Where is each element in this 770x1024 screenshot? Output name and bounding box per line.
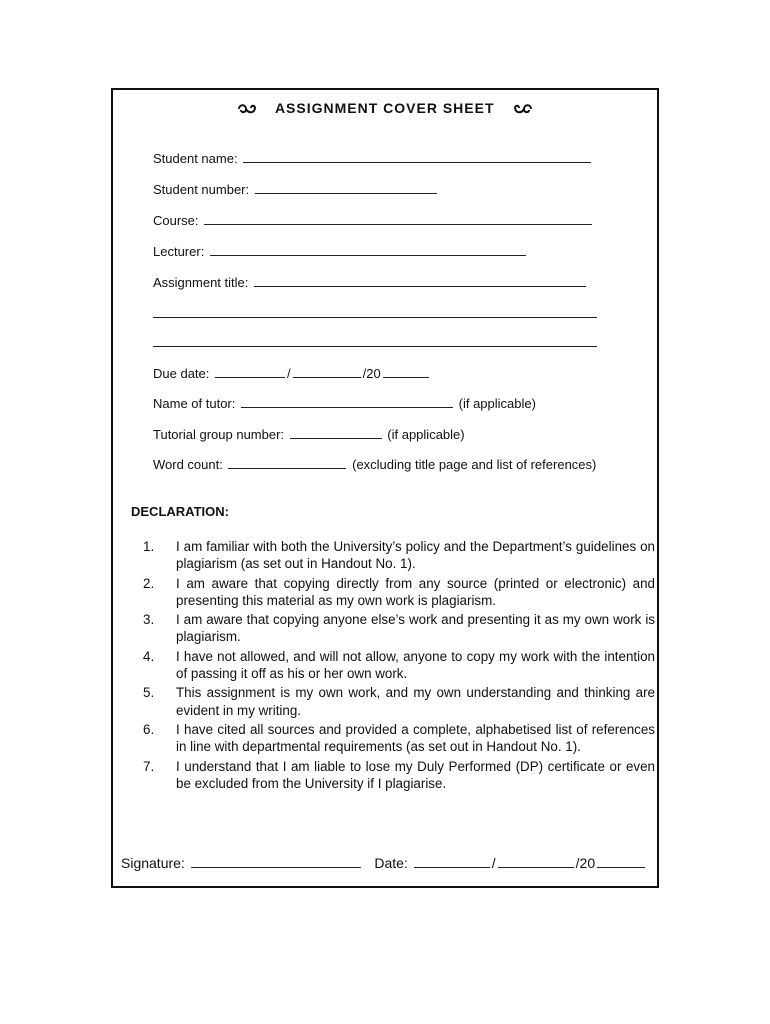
signature-date-year-field[interactable] (597, 855, 645, 868)
page-title: ASSIGNMENT COVER SHEET (274, 100, 495, 116)
declaration-item (143, 684, 655, 719)
assignment-title-field[interactable] (254, 274, 586, 287)
declaration-item (143, 611, 655, 646)
due-date-label: Due date: (153, 366, 210, 381)
tutor-name-field[interactable] (241, 395, 453, 408)
lecturer-field[interactable] (210, 243, 526, 256)
declaration-item-text: This assignment is my own work, and my own understanding and thinking are evident in my writing. (176, 685, 655, 718)
lecturer-label: Lecturer: (153, 244, 205, 259)
declaration-item-text: I have cited all sources and provided a complete, alphabetised list of references in line with departmental requirements (as set out in Handout No. 1). (176, 721, 655, 755)
assignment-title-row (153, 274, 588, 291)
lecturer-row (153, 243, 528, 260)
tutorial-group-row (153, 426, 465, 443)
signature-date-year-prefix: /20 (575, 855, 596, 871)
signature-date-day-field[interactable] (414, 855, 490, 868)
due-date-day-field[interactable] (215, 365, 285, 378)
course-label: Course: (153, 213, 199, 228)
due-date-separator: / (287, 366, 291, 381)
student-number-label: Student number: (153, 182, 250, 197)
word-count-row (153, 456, 596, 473)
declaration-item-number: 2. (143, 575, 155, 591)
assignment-title-line-3[interactable] (153, 346, 597, 347)
declaration-item-text: I am aware that copying directly from any source (printed or electronic) and presenting this material as my own work is plagiarism. (176, 575, 655, 608)
due-date-year-field[interactable] (383, 365, 429, 378)
tutorial-group-field[interactable] (290, 426, 382, 439)
word-count-field[interactable] (228, 456, 346, 469)
declaration-item (143, 648, 655, 683)
tutor-name-label: Name of tutor: (153, 396, 236, 411)
declaration-item-text: I am aware that copying anyone else’s work and presenting it as my own work is plagiarism. (176, 612, 655, 645)
signature-row (121, 855, 647, 871)
student-name-field[interactable] (243, 150, 591, 163)
declaration-item-number: 6. (143, 721, 155, 737)
cover-sheet (111, 88, 659, 888)
declaration-item-number: 5. (143, 685, 155, 701)
declaration-item-text: I am familiar with both the University’s policy and the Department’s guidelines on plagiarism (as set out in Handout No. 1). (176, 539, 655, 572)
ornament-left-icon (237, 103, 257, 115)
due-date-row (153, 365, 431, 382)
student-number-row (153, 181, 439, 198)
declaration-item (143, 538, 655, 573)
signature-date-label: Date: (374, 855, 408, 871)
declaration-list (143, 538, 655, 794)
tutor-row (153, 395, 536, 412)
word-count-note: (excluding title page and list of references) (352, 457, 597, 472)
course-row (153, 212, 594, 229)
signature-date-separator: / (491, 855, 496, 871)
word-count-label: Word count: (153, 457, 223, 472)
declaration-item (143, 758, 655, 793)
tutorial-group-note: (if applicable) (387, 427, 465, 442)
declaration-item-number: 7. (143, 758, 155, 774)
declaration-item-text: I understand that I am liable to lose my Duly Performed (DP) certificate or even be excluded from the University if I plagiarise. (176, 758, 655, 791)
student-name-row (153, 150, 593, 167)
declaration-item-number: 1. (143, 539, 155, 554)
signature-label: Signature: (121, 855, 185, 871)
signature-date-month-field[interactable] (498, 855, 574, 868)
student-number-field[interactable] (255, 181, 437, 194)
due-date-month-field[interactable] (293, 365, 361, 378)
tutor-note: (if applicable) (458, 396, 536, 411)
declaration-heading: DECLARATION: (131, 504, 229, 519)
declaration-item (143, 721, 655, 756)
assignment-title-line-2[interactable] (153, 317, 597, 318)
declaration-item-number: 4. (143, 648, 155, 664)
declaration-item (143, 575, 655, 610)
due-date-year-prefix: /20 (362, 366, 381, 381)
declaration-item-number: 3. (143, 612, 155, 628)
course-field[interactable] (204, 212, 592, 225)
declaration-item-text: I have not allowed, and will not allow, anyone to copy my work with the intention of passing it off as his or her own work. (176, 648, 655, 682)
student-name-label: Student name: (153, 151, 238, 166)
signature-field[interactable] (191, 855, 361, 868)
title-row (113, 100, 657, 116)
assignment-title-label: Assignment title: (153, 275, 249, 290)
tutorial-group-label: Tutorial group number: (153, 427, 285, 442)
ornament-right-icon (513, 103, 533, 115)
